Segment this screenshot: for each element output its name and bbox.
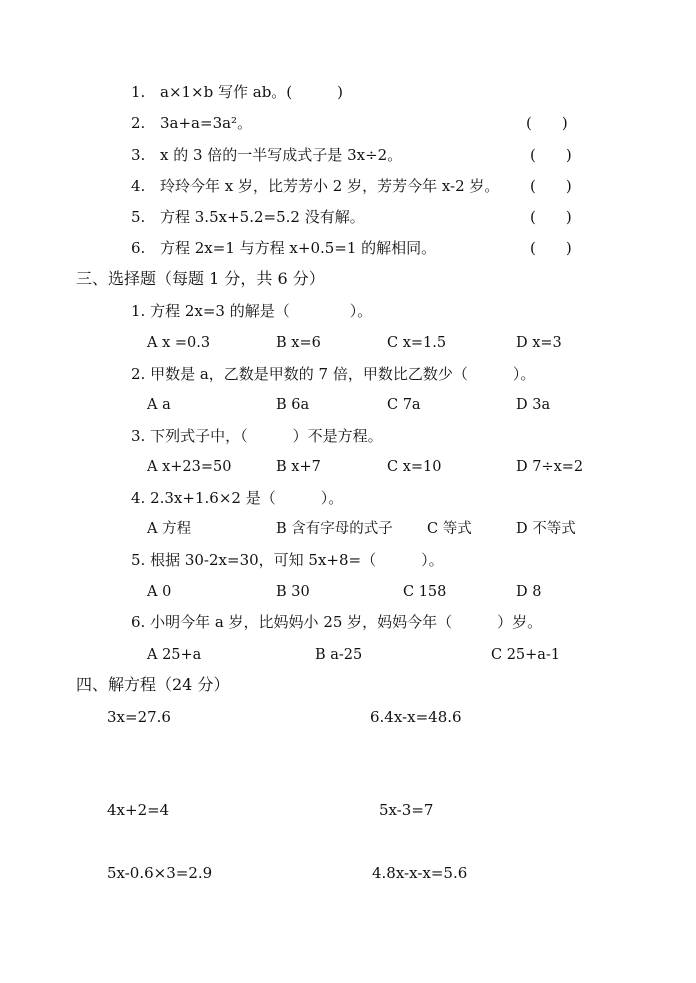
mc-5-option-c: C 158 <box>403 584 447 600</box>
mc-3-option-a: A x+23=50 <box>147 459 232 475</box>
section-3-title: 三、选择题（每题 1 分，共 6 分） <box>76 269 325 288</box>
mc-question-6: 6. 小明今年 a 岁，比妈妈小 25 岁，妈妈今年（ ）岁。 <box>131 613 543 631</box>
tf-item-2-answer-paren: ( ) <box>526 114 568 132</box>
mc-question-2: 2. 甲数是 a，乙数是甲数的 7 倍，甲数比乙数少（ ）。 <box>131 365 536 383</box>
tf-item-4-number: 4. <box>131 177 146 195</box>
tf-item-1-text: a×1×b 写作 ab。( ) <box>160 83 344 101</box>
tf-item-1-number: 1. <box>131 83 146 101</box>
equation-3: 4x+2=4 <box>107 801 170 819</box>
tf-item-5-text: 方程 3.5x+5.2=5.2 没有解。 <box>160 208 365 226</box>
mc-2-option-d: D 3a <box>516 397 551 413</box>
equation-4: 5x-3=7 <box>379 801 434 819</box>
tf-item-6-answer-paren: ( ) <box>530 239 572 257</box>
mc-question-1: 1. 方程 2x=3 的解是（ ）。 <box>131 302 373 320</box>
mc-3-option-c: C x=10 <box>387 459 442 475</box>
tf-item-5-number: 5. <box>131 208 146 226</box>
mc-5-option-a: A 0 <box>147 584 172 600</box>
mc-4-option-d: D 不等式 <box>516 521 576 537</box>
mc-question-5: 5. 根据 30-2x=30，可知 5x+8=（ ）。 <box>131 551 444 569</box>
tf-item-6-text: 方程 2x=1 与方程 x+0.5=1 的解相同。 <box>160 239 437 257</box>
mc-6-option-b: B a-25 <box>315 647 363 663</box>
mc-2-option-c: C 7a <box>387 397 421 413</box>
tf-item-2-number: 2. <box>131 114 146 132</box>
tf-item-3-answer-paren: ( ) <box>530 146 572 164</box>
tf-item-3-text: x 的 3 倍的一半写成式子是 3x÷2。 <box>160 146 403 164</box>
mc-1-option-b: B x=6 <box>276 335 321 351</box>
equation-5: 5x-0.6×3=2.9 <box>107 864 213 882</box>
mc-4-option-b: B 含有字母的式子 <box>276 521 393 537</box>
mc-5-option-d: D 8 <box>516 584 542 600</box>
equation-2: 6.4x-x=48.6 <box>370 708 462 726</box>
mc-1-option-d: D x=3 <box>516 335 562 351</box>
tf-item-4-text: 玲玲今年 x 岁，比芳芳小 2 岁，芳芳今年 x-2 岁。 <box>160 177 500 195</box>
tf-item-5-answer-paren: ( ) <box>530 208 572 226</box>
mc-1-option-a: A x =0.3 <box>147 335 211 351</box>
mc-question-4: 4. 2.3x+1.6×2 是（ ）。 <box>131 489 344 507</box>
mc-2-option-b: B 6a <box>276 397 310 413</box>
mc-4-option-c: C 等式 <box>427 521 472 537</box>
equation-1: 3x=27.6 <box>107 708 171 726</box>
mc-3-option-b: B x+7 <box>276 459 321 475</box>
equation-6: 4.8x-x-x=5.6 <box>372 864 468 882</box>
mc-1-option-c: C x=1.5 <box>387 335 447 351</box>
tf-item-6-number: 6. <box>131 239 146 257</box>
tf-item-2-text: 3a+a=3a²。 <box>160 114 253 132</box>
tf-item-3-number: 3. <box>131 146 146 164</box>
section-4-title: 四、解方程（24 分） <box>76 675 230 694</box>
mc-2-option-a: A a <box>147 397 171 413</box>
mc-4-option-a: A 方程 <box>147 521 192 537</box>
tf-item-4-answer-paren: ( ) <box>530 177 572 195</box>
mc-3-option-d: D 7÷x=2 <box>516 459 584 475</box>
mc-6-option-c: C 25+a-1 <box>491 647 561 663</box>
mc-6-option-a: A 25+a <box>147 647 202 663</box>
mc-question-3: 3. 下列式子中，（ ）不是方程。 <box>131 427 383 445</box>
mc-5-option-b: B 30 <box>276 584 310 600</box>
